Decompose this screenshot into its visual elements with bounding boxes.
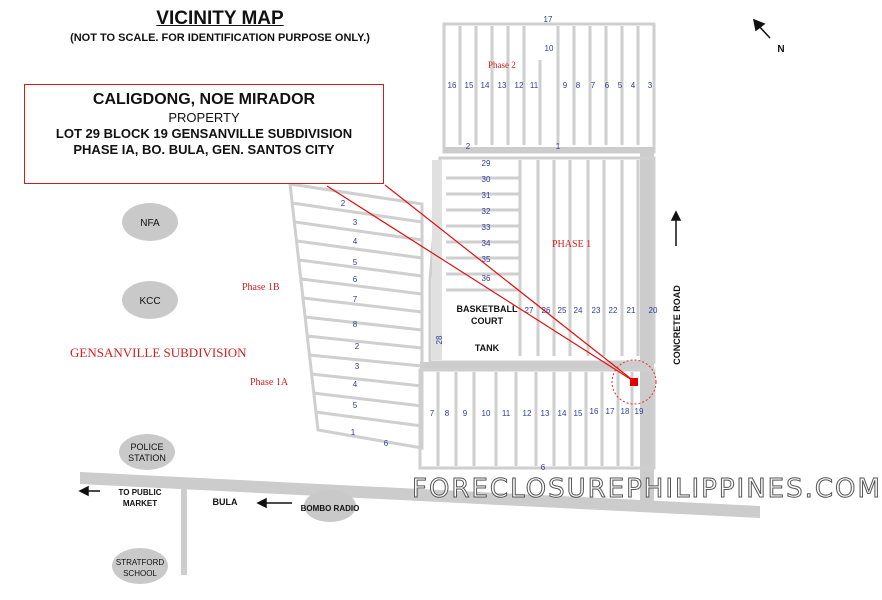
to-public-market-label-2: MARKET	[122, 499, 158, 508]
svg-text:6: 6	[352, 275, 358, 284]
owner-name: CALIGDONG, NOE MIRADOR	[92, 91, 316, 108]
svg-text:8: 8	[444, 409, 450, 418]
svg-text:4: 4	[630, 81, 636, 90]
property-type: PROPERTY	[168, 110, 240, 125]
svg-text:26: 26	[541, 306, 551, 315]
svg-text:13: 13	[540, 409, 550, 418]
svg-text:10: 10	[544, 44, 554, 53]
svg-text:6: 6	[383, 439, 389, 448]
property-marker	[630, 378, 638, 386]
svg-text:12: 12	[522, 409, 532, 418]
svg-text:17: 17	[543, 15, 553, 24]
svg-text:7: 7	[352, 295, 358, 304]
svg-text:6: 6	[540, 463, 546, 472]
map-title: VICINITY MAP	[156, 8, 284, 29]
svg-text:28: 28	[435, 335, 444, 345]
stratford-label-2: SCHOOL	[123, 569, 157, 578]
svg-text:14: 14	[557, 409, 567, 418]
svg-text:2: 2	[354, 342, 360, 351]
bula-label: BULA	[212, 497, 238, 507]
concrete-road-label: CONCRETE ROAD	[672, 285, 682, 365]
svg-text:33: 33	[481, 223, 491, 232]
svg-text:5: 5	[617, 81, 623, 90]
svg-text:15: 15	[573, 409, 583, 418]
svg-text:7: 7	[429, 409, 435, 418]
svg-text:1: 1	[555, 142, 561, 151]
concrete-road	[640, 150, 654, 510]
svg-text:29: 29	[481, 159, 491, 168]
phase-2-label: Phase 2	[488, 60, 516, 70]
svg-text:32: 32	[481, 207, 491, 216]
basketball-label-2: COURT	[471, 316, 503, 326]
svg-text:16: 16	[447, 81, 457, 90]
phase-1a-blocks	[420, 370, 654, 468]
svg-text:8: 8	[352, 320, 358, 329]
svg-text:6: 6	[604, 81, 610, 90]
svg-text:34: 34	[481, 239, 491, 248]
svg-text:27: 27	[524, 306, 534, 315]
svg-text:24: 24	[573, 306, 583, 315]
nfa-label: NFA	[140, 218, 160, 229]
svg-text:19: 19	[634, 407, 644, 416]
svg-text:5: 5	[352, 401, 358, 410]
svg-text:2: 2	[465, 142, 471, 151]
svg-text:4: 4	[352, 380, 358, 389]
police-label-2: STATION	[128, 453, 166, 463]
svg-text:12: 12	[514, 81, 524, 90]
phase-1-label: PHASE 1	[552, 239, 592, 250]
svg-text:9: 9	[562, 81, 568, 90]
svg-text:4: 4	[352, 237, 358, 246]
svg-text:31: 31	[481, 191, 491, 200]
watermark: FORECLOSUREPHILIPPINES.COM	[412, 474, 882, 504]
svg-text:8: 8	[575, 81, 581, 90]
police-landmark	[119, 434, 175, 470]
svg-text:9: 9	[462, 409, 468, 418]
svg-text:21: 21	[626, 306, 636, 315]
property-info-box	[24, 84, 384, 184]
svg-text:18: 18	[620, 407, 630, 416]
svg-text:15: 15	[464, 81, 474, 90]
stratford-label: STRATFORD	[115, 558, 165, 567]
svg-text:1: 1	[350, 428, 356, 437]
svg-text:2: 2	[340, 199, 346, 208]
north-label: N	[777, 44, 785, 55]
svg-text:16: 16	[589, 407, 599, 416]
side-road-south	[181, 485, 187, 575]
svg-text:23: 23	[591, 306, 601, 315]
svg-text:10: 10	[481, 409, 491, 418]
phase-1a-label: Phase 1A	[250, 377, 289, 388]
svg-text:36: 36	[481, 274, 491, 283]
svg-text:35: 35	[481, 255, 491, 264]
phase-1-blocks	[420, 158, 654, 366]
to-public-market-label: TO PUBLIC	[118, 488, 162, 497]
svg-text:3: 3	[352, 218, 358, 227]
property-address: PHASE IA, BO. BULA, GEN. SANTOS CITY	[73, 142, 335, 157]
subdivision-label: GENSANVILLE SUBDIVISION	[70, 345, 247, 360]
kcc-label: KCC	[139, 296, 161, 307]
svg-text:20: 20	[648, 306, 658, 315]
tank-label: TANK	[474, 343, 500, 353]
svg-text:7: 7	[590, 81, 596, 90]
bombo-label: BOMBO RADIO	[300, 504, 360, 513]
police-label: POLICE	[130, 442, 164, 452]
svg-text:14: 14	[480, 81, 490, 90]
basketball-label: BASKETBALL	[456, 304, 518, 314]
svg-text:11: 11	[501, 409, 511, 418]
svg-text:30: 30	[481, 175, 491, 184]
svg-text:17: 17	[605, 407, 615, 416]
svg-text:3: 3	[354, 362, 360, 371]
svg-text:13: 13	[497, 81, 507, 90]
phase-1b-label: Phase 1B	[242, 282, 280, 293]
lot-block: LOT 29 BLOCK 19 GENSANVILLE SUBDIVISION	[55, 126, 353, 141]
svg-text:5: 5	[352, 258, 358, 267]
svg-text:3: 3	[647, 81, 653, 90]
svg-text:25: 25	[557, 306, 567, 315]
svg-text:22: 22	[608, 306, 618, 315]
map-note: (NOT TO SCALE. FOR IDENTIFICATION PURPOSE ONLY.)	[70, 32, 370, 44]
svg-text:11: 11	[529, 81, 539, 90]
